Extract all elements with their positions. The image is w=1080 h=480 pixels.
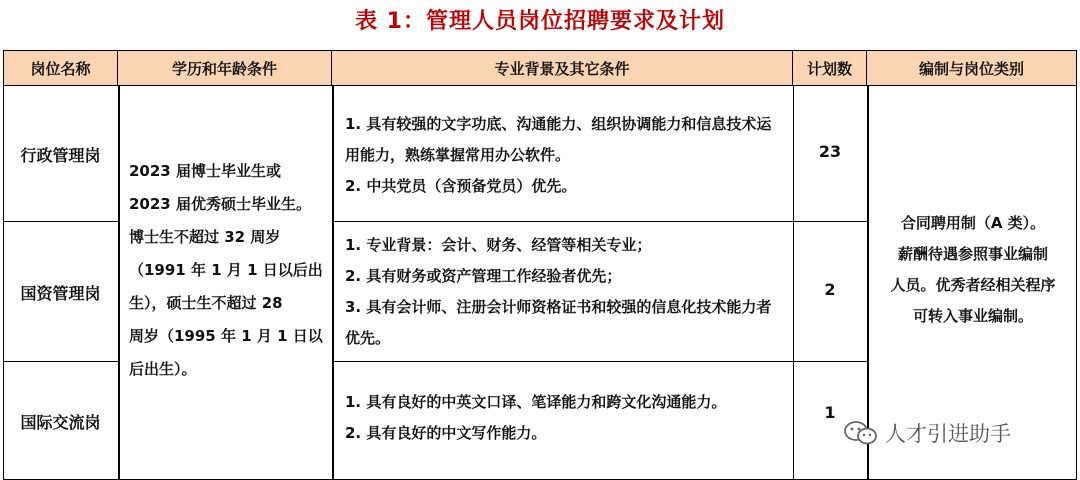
education-age-line: 2023 届博士毕业生或 bbox=[129, 161, 281, 180]
position-name: 行政管理岗 bbox=[20, 145, 101, 165]
education-age-line: 后出生）。 bbox=[129, 359, 197, 378]
grid-line bbox=[118, 86, 120, 480]
grid-line bbox=[334, 221, 867, 222]
watermark-text: 人才引进助手 bbox=[885, 422, 1011, 446]
header-position: 岗位名称 bbox=[3, 50, 118, 86]
header-education-age: 学历和年龄条件 bbox=[118, 50, 332, 86]
wechat-icon bbox=[843, 420, 879, 446]
grid-line bbox=[3, 361, 120, 362]
requirement-item: 2. 具有财务或资产管理工作经验者优先； bbox=[345, 267, 622, 285]
plan-count: 2 bbox=[824, 279, 836, 299]
requirements-cell bbox=[335, 90, 791, 220]
staffing-line: 合同聘用制（A 类）。 bbox=[900, 214, 1046, 232]
education-age-line: 生），硕士生不超过 28 bbox=[129, 293, 283, 312]
staffing-line: 人员。优秀者经相关程序 bbox=[890, 276, 1056, 294]
education-age-line: 2023 届优秀硕士毕业生。 bbox=[129, 194, 311, 213]
header-background: 专业背景及其它条件 bbox=[332, 50, 793, 86]
plan-count: 23 bbox=[818, 141, 842, 161]
grid-line bbox=[332, 86, 334, 480]
requirement-item: 2. 中共党员（含预备党员）优先。 bbox=[345, 176, 577, 195]
header-plan: 计划数 bbox=[793, 50, 867, 86]
grid-line bbox=[3, 221, 120, 222]
grid-line bbox=[334, 361, 867, 362]
staffing-line: 薪酬待遇参照事业编制 bbox=[897, 245, 1048, 263]
grid-line bbox=[793, 86, 794, 480]
requirement-item: 1. 具有良好的中英文口译、笔译能力和跨文化沟通能力。 bbox=[345, 393, 727, 411]
table-title: 表 1：管理人员岗位招聘要求及计划 bbox=[355, 9, 725, 34]
requirement-item: 1. 具有较强的文字功底、沟通能力、组织协调能力和信息技术运用能力，熟练掌握常用办公软件。 bbox=[345, 114, 772, 164]
education-age-line: （1991 年 1 月 1 日以后出 bbox=[129, 260, 323, 279]
requirement-item: 1. 专业背景：会计、财务、经管等相关专业； bbox=[345, 236, 652, 254]
education-age-cell bbox=[121, 140, 332, 400]
plan-count: 1 bbox=[824, 402, 836, 422]
requirements-cell bbox=[335, 368, 791, 468]
watermark bbox=[843, 418, 1011, 448]
requirements-cell bbox=[335, 224, 791, 360]
grid-line bbox=[3, 86, 4, 480]
position-name: 国资管理岗 bbox=[20, 283, 101, 303]
requirement-item: 3. 具有会计师、注册会计师资格证书和较强的信息化技术能力者优先。 bbox=[345, 298, 772, 347]
header-staffing: 编制与岗位类别 bbox=[867, 50, 1077, 86]
recruitment-table bbox=[3, 50, 1077, 480]
staffing-line: 可转入事业编制。 bbox=[912, 307, 1033, 325]
staffing-cell bbox=[869, 200, 1077, 340]
position-name: 国际交流岗 bbox=[20, 412, 101, 432]
requirement-item: 2. 具有良好的中文写作能力。 bbox=[345, 424, 547, 442]
education-age-line: 博士生不超过 32 周岁 bbox=[129, 227, 281, 246]
education-age-line: 周岁（1995 年 1 月 1 日以 bbox=[129, 326, 323, 345]
grid-line bbox=[1076, 86, 1077, 480]
